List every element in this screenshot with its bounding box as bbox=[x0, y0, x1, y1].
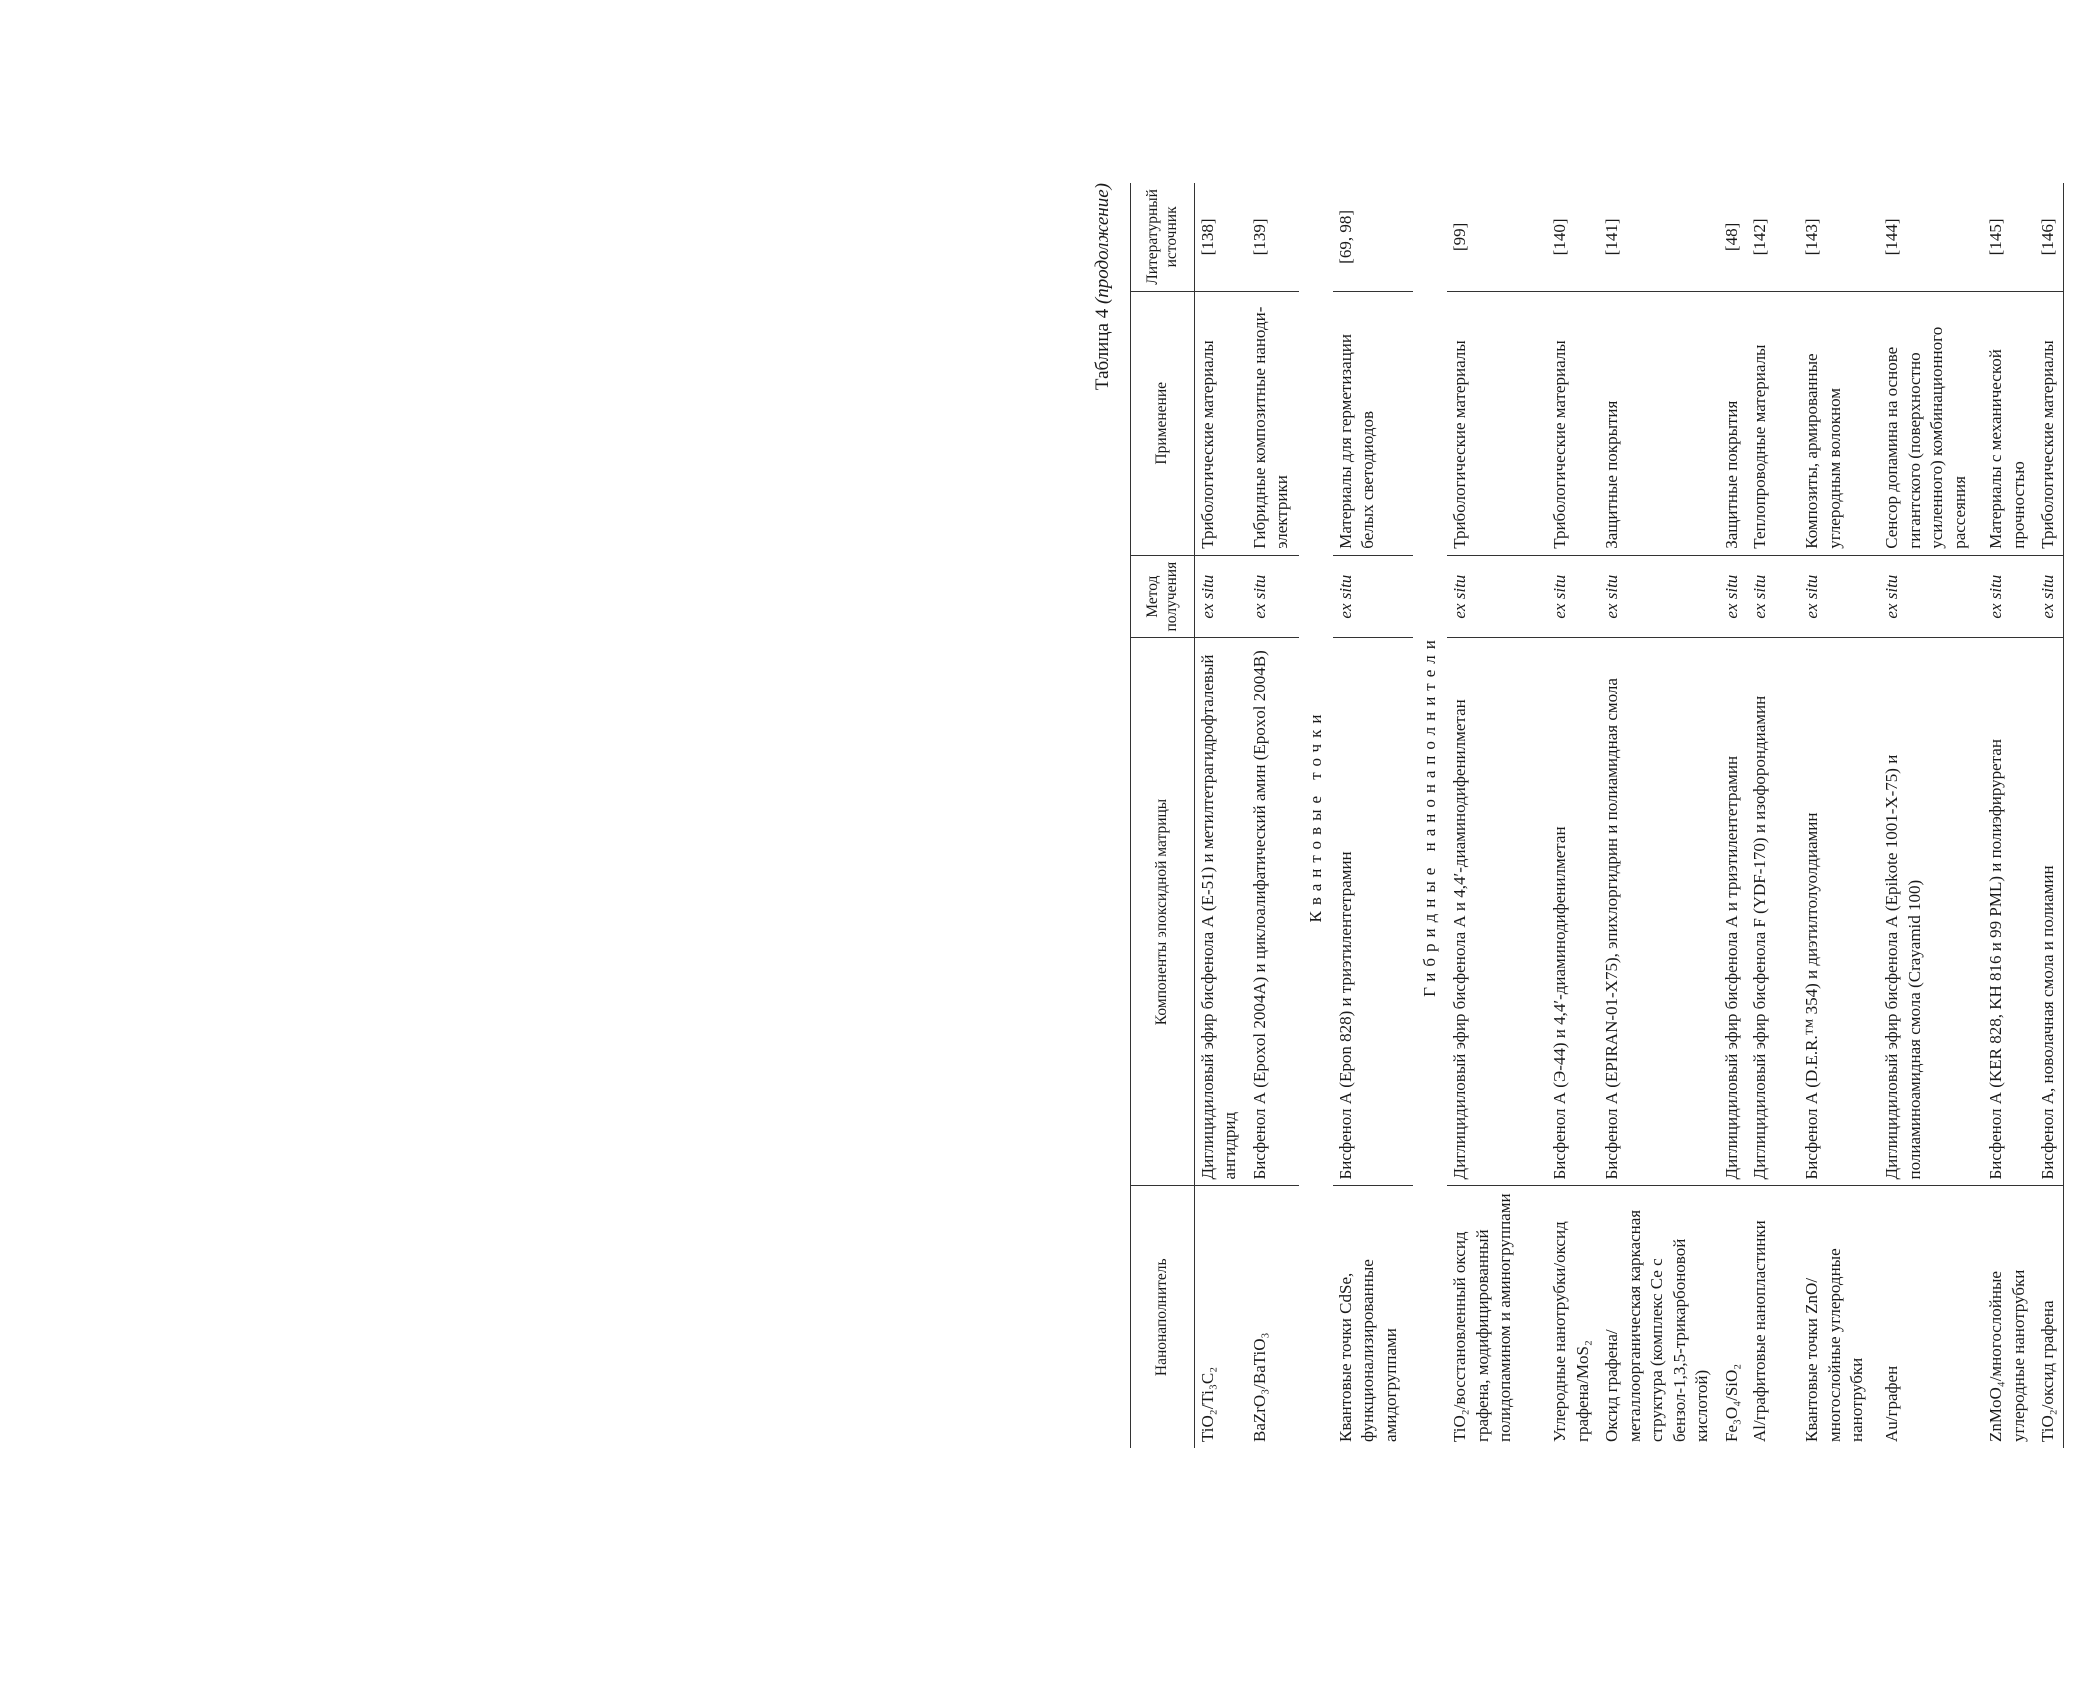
matrix-cell: Бисфенол А (Epon 828) и триэтилентетрамин bbox=[1333, 638, 1413, 1186]
use-cell: Трибологические материалы bbox=[1547, 291, 1599, 555]
method-cell: ex situ bbox=[1247, 555, 1299, 638]
method-cell: ex situ bbox=[2035, 555, 2063, 638]
filler-cell: TiO₂/оксид графена bbox=[2038, 1300, 2058, 1442]
ref-cell: [140] bbox=[1547, 183, 1599, 291]
ref-cell: [69, 98] bbox=[1333, 183, 1413, 291]
use-cell: Трибологические материалы bbox=[2035, 291, 2063, 555]
table-row bbox=[1599, 183, 1719, 1448]
rotated-table-page bbox=[1092, 183, 2090, 1448]
use-cell: Сенсор допамина на основе гигантского (поверхностно усиленного) комбинационного рассеяния bbox=[1879, 291, 1983, 555]
table-row bbox=[1447, 183, 1547, 1448]
matrix-cell: Бисфенол А, новолачная смола и полиамин bbox=[2035, 638, 2063, 1186]
matrix-cell: Диглицидиловый эфир бисфенола А и триэтилентетрамин bbox=[1719, 638, 1747, 1186]
use-cell: Защитные покрытия bbox=[1599, 291, 1719, 555]
use-cell: Трибологические материалы bbox=[1447, 291, 1547, 555]
section-row bbox=[1413, 183, 1447, 1448]
use-cell: Защитные покрытия bbox=[1719, 291, 1747, 555]
ref-cell: [142] bbox=[1747, 183, 1799, 291]
header-cell: Нанонаполнитель bbox=[1131, 1186, 1195, 1448]
data-table bbox=[1130, 183, 2064, 1448]
filler-cell: Fe₃O₄/SiO₂ bbox=[1722, 1363, 1742, 1442]
table-row bbox=[2035, 183, 2063, 1448]
filler-cell: TiO₂/восстановленный оксид графена, модифицированный полидопамином и аминогруппами bbox=[1450, 1193, 1515, 1442]
method-cell: ex situ bbox=[1599, 555, 1719, 638]
filler-cell: Квантовые точки CdSe, функционализированные амидогруппами bbox=[1335, 1259, 1400, 1442]
table-row bbox=[1983, 183, 2035, 1448]
table-row bbox=[1247, 183, 1299, 1448]
filler-cell: Au/графен bbox=[1882, 1365, 1902, 1442]
filler-cell: BaZrO₃/BaTiO₃ bbox=[1249, 1332, 1269, 1442]
matrix-cell: Бисфенол А (KER 828, KH 816 и 99 PML) и полиэфируретан bbox=[1983, 638, 2035, 1186]
method-cell: ex situ bbox=[1195, 555, 1247, 638]
ref-cell: [139] bbox=[1247, 183, 1299, 291]
ref-cell: [144] bbox=[1879, 183, 1983, 291]
section-row bbox=[1299, 183, 1333, 1448]
method-cell: ex situ bbox=[1447, 555, 1547, 638]
method-cell: ex situ bbox=[1799, 555, 1879, 638]
use-cell: Трибологические материалы bbox=[1195, 291, 1247, 555]
matrix-cell: Бисфенол А (Epoxol 2004A) и циклоалифатический амин (Epoxol 2004B) bbox=[1247, 638, 1299, 1186]
table-row bbox=[1195, 183, 1247, 1448]
table-row bbox=[1747, 183, 1799, 1448]
header-cell: Литературный источник bbox=[1131, 183, 1195, 291]
header-cell: Метод получения bbox=[1131, 555, 1195, 638]
ref-cell: [138] bbox=[1195, 183, 1247, 291]
method-cell: ex situ bbox=[1879, 555, 1983, 638]
matrix-cell: Диглицидиловый эфир бисфенола А (Epikote 1001-X-75) и полиаминоамидная смола (Crayamid 100) bbox=[1879, 638, 1983, 1186]
filler-cell: ZnMoO₄/многослойные углеродные нанотрубки bbox=[1986, 1269, 2028, 1442]
filler-cell: Квантовые точки ZnO/многослойные углеродные нанотрубки bbox=[1802, 1248, 1867, 1442]
use-cell: Материалы для герметизации белых светодиодов bbox=[1333, 291, 1413, 555]
caption-prefix: Таблица 4 bbox=[1092, 308, 1113, 391]
use-cell: Гибридные композитные нанодиэлектрики bbox=[1247, 291, 1299, 555]
ref-cell: [146] bbox=[2035, 183, 2063, 291]
matrix-cell: Бисфенол А (D.E.R.™ 354) и диэтилтолуолдиамин bbox=[1799, 638, 1879, 1186]
filler-cell: Углеродные нанотрубки/оксид графена/MoS₂ bbox=[1550, 1221, 1592, 1442]
table-row bbox=[1333, 183, 1413, 1448]
ref-cell: [143] bbox=[1799, 183, 1879, 291]
ref-cell: [145] bbox=[1983, 183, 2035, 291]
matrix-cell: Бисфенол А (Э-44) и 4,4′-диаминодифенилметан bbox=[1547, 638, 1599, 1186]
matrix-cell: Диглицидиловый эфир бисфенола F (YDF-170) и изофорондиамин bbox=[1747, 638, 1799, 1186]
filler-cell: Оксид графена/металлоорганическая каркасная структура (комплекс Се с бензол-1,3,5-трикарбоновой кислотой) bbox=[1602, 1209, 1712, 1442]
filler-cell: Al/графитовые нанопластинки bbox=[1750, 1220, 1770, 1442]
ref-cell: [141] bbox=[1599, 183, 1719, 291]
table-row bbox=[1547, 183, 1599, 1448]
table-row bbox=[1799, 183, 1879, 1448]
section-title-hybrid: Гибридные нанонаполнители bbox=[1419, 634, 1439, 997]
section-title-quantum: Квантовые точки bbox=[1305, 708, 1325, 923]
table-caption bbox=[1092, 183, 1114, 393]
table-row bbox=[1879, 183, 1983, 1448]
method-cell: ex situ bbox=[1719, 555, 1747, 638]
caption-suffix: (продолжение) bbox=[1092, 183, 1113, 305]
method-cell: ex situ bbox=[1547, 555, 1599, 638]
matrix-cell: Бисфенол А (EPIRAN-01-X75), эпихлоргидрин и полиамидная смола bbox=[1599, 638, 1719, 1186]
header-cell: Применение bbox=[1131, 291, 1195, 555]
method-cell: ex situ bbox=[1333, 555, 1413, 638]
use-cell: Материалы с механической прочностью bbox=[1983, 291, 2035, 555]
header-row bbox=[1131, 183, 1195, 1448]
matrix-cell: Диглицидиловый эфир бисфенола А (Е-51) и метилтетрагидрофталевый ангидрид bbox=[1195, 638, 1247, 1186]
table-row bbox=[1719, 183, 1747, 1448]
use-cell: Теплопроводные материалы bbox=[1747, 291, 1799, 555]
header-cell: Компоненты эпоксидной матрицы bbox=[1131, 638, 1195, 1186]
ref-cell: [48] bbox=[1719, 183, 1747, 291]
method-cell: ex situ bbox=[1747, 555, 1799, 638]
use-cell: Композиты, армированные углеродным волокном bbox=[1799, 291, 1879, 555]
filler-cell: TiO₂/Ti₃C₂ bbox=[1198, 1366, 1217, 1442]
method-cell: ex situ bbox=[1983, 555, 2035, 638]
ref-cell: [99] bbox=[1447, 183, 1547, 291]
matrix-cell: Диглицидиловый эфир бисфенола А и 4,4′-диаминодифенилметан bbox=[1447, 638, 1547, 1186]
